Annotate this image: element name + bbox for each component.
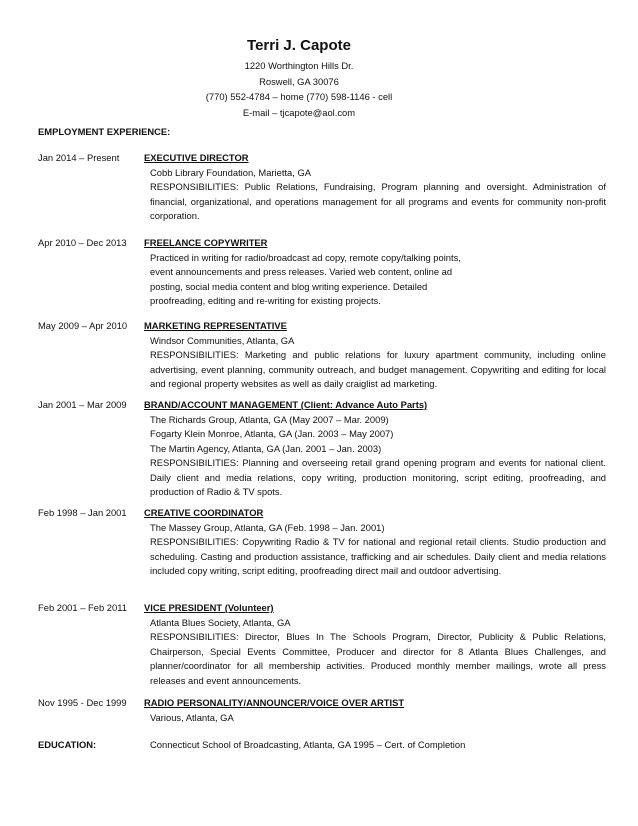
job-body (144, 151, 606, 224)
job-title: MARKETING REPRESENTATIVE (144, 320, 287, 331)
job-detail-line: Practiced in writing for radio/broadcast ad copy, remote copy/talking points, (150, 251, 461, 263)
job-body (144, 696, 606, 725)
job-employer: Various, Atlanta, GA (150, 711, 234, 723)
job-title: BRAND/ACCOUNT MANAGEMENT (Client: Advance Auto Parts) (144, 399, 428, 410)
job-description: RESPONSIBILITIES: Planning and overseeing retail grand opening program and events for national client. Daily client and media relations, copy writing, production monitoring, script editing, proofreading, and production of Radio & TV spots. (150, 457, 606, 497)
education-body (144, 738, 606, 753)
resume-header (0, 36, 598, 120)
phone-numbers: (770) 552-4784 – home (770) 598-1146 - cell (205, 91, 393, 102)
job-dates: Jan 2001 – Mar 2009 (38, 399, 127, 410)
job-body (144, 398, 606, 500)
job-title: VICE PRESIDENT (Volunteer) (144, 602, 274, 613)
job-dates: Nov 1995 - Dec 1999 (38, 697, 127, 708)
job-body (144, 601, 606, 688)
education-text: Connecticut School of Broadcasting, Atlanta, GA 1995 – Cert. of Completion (150, 739, 466, 750)
job-employer: Fogarty Klein Monroe, Atlanta, GA (Jan. 2003 – May 2007) (150, 428, 394, 439)
job-detail-line: posting, social media content and blog writing experience. Detailed (150, 280, 428, 292)
job-dates: May 2009 – Apr 2010 (38, 320, 128, 331)
job-employer: Cobb Library Foundation, Marietta, GA (150, 166, 312, 178)
education-heading: EDUCATION: (38, 739, 97, 750)
job-employer: Atlanta Blues Society, Atlanta, GA (150, 616, 291, 628)
job-title: FREELANCE COPYWRITER (144, 237, 268, 248)
job-dates: Feb 2001 – Feb 2011 (38, 602, 127, 613)
job-detail-line: proofreading, editing and re-writing for existing projects. (150, 295, 381, 306)
job-detail-line: event announcements and press releases. Varied web content, online ad (150, 266, 453, 277)
job-body (144, 506, 606, 579)
job-title: EXECUTIVE DIRECTOR (144, 152, 249, 163)
job-description: RESPONSIBILITIES: Copywriting Radio & TV for national and regional retail clients. Studio production and scheduling. Casting and production assistance, trafficking and air schedules. Daily client and media relations included copy writing, script editing, proofreading direct mail and outdoor advertising. (150, 536, 606, 576)
job-title: RADIO PERSONALITY/ANNOUNCER/VOICE OVER ARTIST (144, 697, 405, 708)
job-description: RESPONSIBILITIES: Director, Blues In The Schools Program, Director, Publicity & Public Relations, Chairperson, Special Events Committee, Producer and director for 8 Atlanta Blues Challenges, and planner/coordinator for all membership activities. Produced monthly member mailings, wrote all press releases and event announcements. (150, 631, 606, 686)
job-employer: The Massey Group, Atlanta, GA (Feb. 1998 – Jan. 2001) (150, 521, 385, 533)
job-dates: Feb 1998 – Jan 2001 (38, 507, 127, 518)
job-body (144, 236, 606, 309)
email-line: E-mail – tjcapote@aol.com (242, 106, 356, 118)
job-employer: The Richards Group, Atlanta, GA (May 2007 – Mar. 2009) (150, 413, 389, 425)
address-line-2: Roswell, GA 30076 (259, 75, 339, 87)
job-employer: Windsor Communities, Atlanta, GA (150, 334, 295, 346)
job-title: CREATIVE COORDINATOR (144, 507, 264, 518)
job-dates: Jan 2014 – Present (38, 152, 120, 163)
address-line-1: 1220 Worthington Hills Dr. (244, 60, 354, 71)
job-description: RESPONSIBILITIES: Public Relations, Fundraising, Program planning and oversight. Administration of financial, organizational, and operations management for all programs and events for community non-profit corporation. (150, 181, 606, 221)
applicant-name: Terri J. Capote (247, 37, 351, 54)
job-dates: Apr 2010 – Dec 2013 (38, 237, 127, 248)
job-employer: The Martin Agency, Atlanta, GA (Jan. 2001 – Jan. 2003) (150, 442, 382, 454)
employment-heading: EMPLOYMENT EXPERIENCE: (38, 126, 171, 137)
job-body (144, 319, 606, 392)
job-description: RESPONSIBILITIES: Marketing and public relations for luxury apartment community, including online advertising, event planning, community outreach, and budget management. Copywriting and editing for local and regional property websites as well as daily craiglist ad marketing. (150, 349, 606, 389)
